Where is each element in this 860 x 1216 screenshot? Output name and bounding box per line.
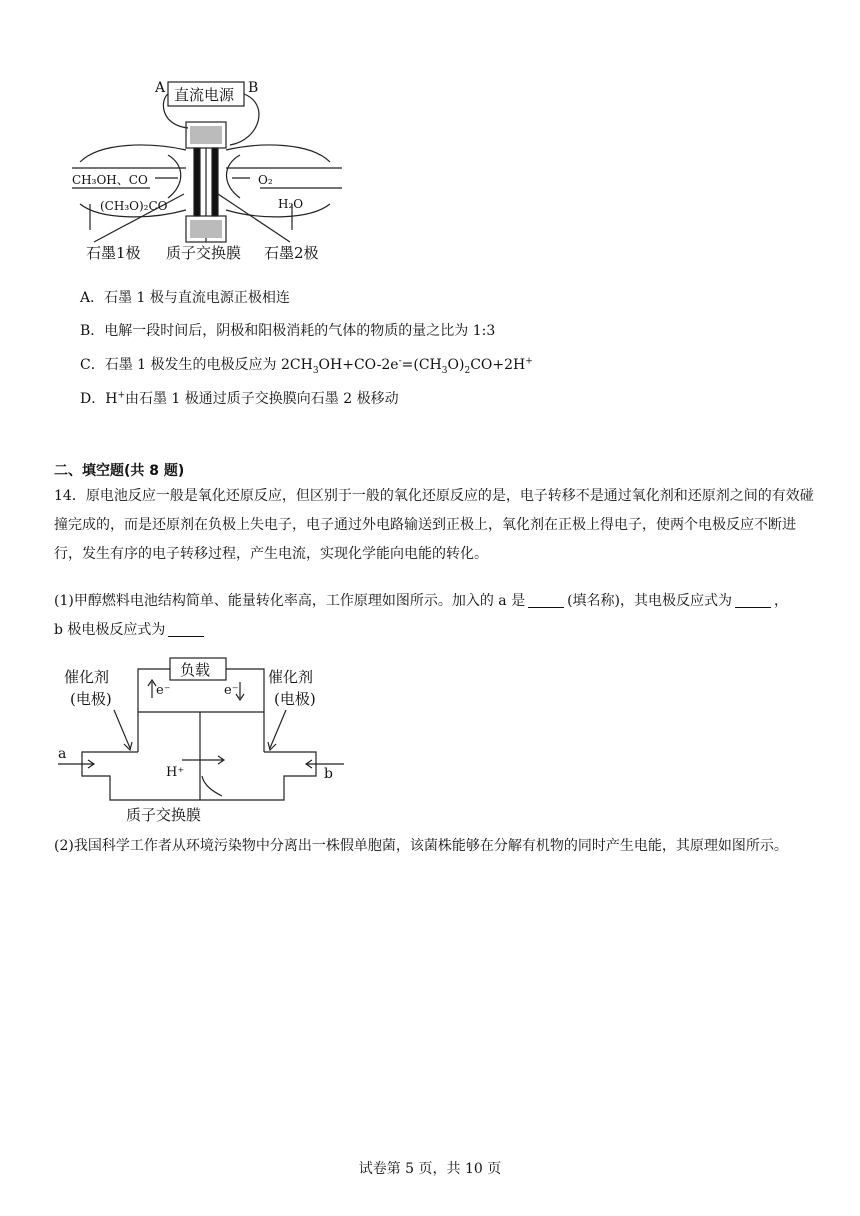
q14-part1-b: (填名称)，其电极反应式为 xyxy=(567,593,733,609)
catalyst-left-label-1: 催化剂 xyxy=(64,668,110,686)
electron-right-label: e⁻ xyxy=(224,683,239,698)
option-c-pre: C．石墨 1 极发生的电极反应为 2CH xyxy=(80,357,313,373)
option-d-plus: + xyxy=(117,390,125,401)
option-c-sub3: 3 xyxy=(312,365,319,376)
option-d-h: D．H xyxy=(80,391,118,407)
option-d-rest: 由石墨 1 极通过质子交换膜向石墨 2 极移动 xyxy=(124,391,399,407)
option-c-sub3b: 3 xyxy=(441,365,448,376)
q14-part1-c: ， xyxy=(774,593,789,609)
option-c-o: O) xyxy=(447,357,465,373)
q14-part1 xyxy=(54,587,814,645)
proton-label: H⁺ xyxy=(166,765,185,780)
electron-left-label: e⁻ xyxy=(156,683,171,698)
q14-part1-d: b 极电极反应式为 xyxy=(54,622,166,638)
option-c-sub2: 2 xyxy=(464,365,471,376)
option-c-plus: + xyxy=(525,356,533,367)
input-a-label: a xyxy=(58,746,67,762)
load-label: 负载 xyxy=(180,661,211,679)
input-b-label: b xyxy=(324,766,333,782)
q14-part1-a: (1)甲醇燃料电池结构简单、能量转化率高，工作原理如图所示。加入的 a 是 xyxy=(54,593,526,609)
option-c xyxy=(80,354,533,376)
answer-blank-3[interactable] xyxy=(168,622,204,637)
section-title: 二、填空题(共 8 题) xyxy=(54,463,185,479)
option-c-mid: OH+CO-2e xyxy=(318,357,399,373)
page-footer: 试卷第 5 页，共 10 页 xyxy=(358,1161,502,1177)
catalyst-left-label-2: (电极) xyxy=(70,690,112,708)
option-c-post: CO+2H xyxy=(470,357,526,373)
option-c-minus: - xyxy=(398,356,402,367)
outlet-right-label: H₂O xyxy=(278,197,304,211)
membrane2-label: 质子交换膜 xyxy=(126,806,202,824)
option-d xyxy=(80,388,399,408)
q14-part2: (2)我国科学工作者从环境污染物中分离出一株假单胞菌，该菌株能够在分解有机物的同时产生电能，其原理如图所示。 xyxy=(54,838,788,854)
answer-blank-2[interactable] xyxy=(735,593,771,608)
option-c-eq: =(CH xyxy=(401,357,442,373)
electrode1-label: 石墨1极 xyxy=(86,244,141,262)
q14-intro: 14．原电池反应一般是氧化还原反应，但区别于一般的氧化还原反应的是，电子转移不是通过氧化剂和还原剂之间的有效碰撞完成的，而是还原剂在负极上失电子，电子通过外电路输送到正极上，氧化剂在正极上得电子，使两个电极反应不断进行，发生有序的电子转移过程，产生电流，实现化学能向电能的转化。 xyxy=(54,488,814,562)
fuel-cell-diagram xyxy=(54,652,354,832)
catalyst-right-label-1: 催化剂 xyxy=(268,668,314,686)
inlet-left-label: CH₃OH、CO xyxy=(72,173,148,187)
answer-blank-1[interactable] xyxy=(528,593,564,608)
outlet-left-label: (CH₃O)₂CO xyxy=(100,199,168,213)
terminal-a-label: A xyxy=(155,80,166,96)
terminal-b-label: B xyxy=(248,80,259,96)
option-b: B．电解一段时间后，阴极和阳极消耗的气体的物质的量之比为 1:3 xyxy=(80,323,496,339)
electrolysis-diagram xyxy=(60,70,360,270)
option-a: A．石墨 1 极与直流电源正极相连 xyxy=(80,290,290,306)
membrane-label: 质子交换膜 xyxy=(166,244,242,262)
electrode2-label: 石墨2极 xyxy=(264,244,319,262)
power-supply-label: 直流电源 xyxy=(174,86,235,104)
catalyst-right-label-2: (电极) xyxy=(274,690,316,708)
inlet-right-label: O₂ xyxy=(258,173,273,187)
